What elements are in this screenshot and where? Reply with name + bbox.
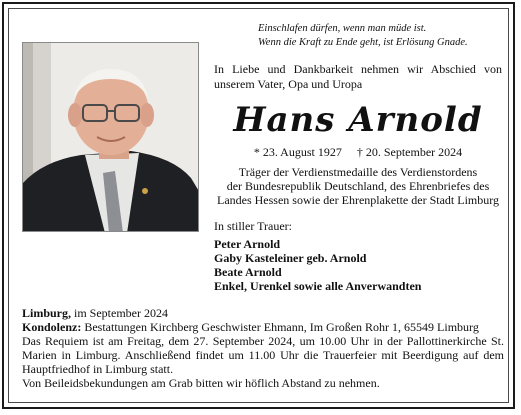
- condolence-line: [22, 320, 504, 334]
- mourner-name: Enkel, Urenkel sowie alle Anverwandten: [214, 279, 422, 293]
- portrait-photo: [22, 42, 199, 232]
- motto-line: Wenn die Kraft zu Ende geht, ist Erlösung Gnade.: [258, 37, 468, 48]
- honours-line: der Bundesrepublik Deutschland, des Ehrenbriefes des: [226, 179, 490, 193]
- mourners-list: [214, 237, 502, 293]
- mourner-name: Gaby Kasteleiner geb. Arnold: [214, 251, 367, 265]
- place-label: Limburg,: [22, 306, 72, 320]
- honours-text: [214, 165, 502, 207]
- place-date: im September 2024: [71, 306, 168, 320]
- mourner-name: Beate Arnold: [214, 265, 282, 279]
- motto-line: Einschlafen dürfen, wenn man müde ist.: [258, 23, 427, 34]
- death-date: † 20. September 2024: [356, 145, 463, 159]
- mourning-label: In stiller Trauer:: [214, 219, 292, 233]
- motto: [258, 22, 502, 50]
- life-dates: [214, 145, 502, 160]
- portrait-illustration: [23, 43, 199, 232]
- condolence-text: Bestattungen Kirchberg Geschwister Ehmann, Im Großen Rohr 1, 65549 Limburg: [81, 320, 479, 334]
- condolence-label: Kondolenz:: [22, 320, 82, 334]
- footer-info: [22, 306, 504, 390]
- requiem-text: Das Requiem ist am Freitag, dem 27. September 2024, um 10.00 Uhr in der Pallottinerkirche St. Marien in Limburg. Anschließend findet um 11.00 Uhr die Trauerfeier mit Beerdigung auf dem Hauptfriedhof in Limburg statt.: [22, 334, 504, 376]
- deceased-name: Hans Arnold: [233, 100, 483, 140]
- honours-line: Träger der Verdienstmedaille des Verdienstordens: [238, 165, 478, 179]
- birth-date: * 23. August 1927: [253, 145, 342, 159]
- intro-text: In Liebe und Dankbarkeit nehmen wir Abschied von unserem Vater, Opa und Uropa: [214, 62, 502, 91]
- place-date-line: [22, 306, 504, 320]
- condolence-note: Von Beileidsbekundungen am Grab bitten wir höflich Abstand zu nehmen.: [22, 376, 380, 390]
- honours-line: Landes Hessen sowie der Ehrenplakette der Stadt Limburg: [216, 193, 500, 207]
- mourner-name: Peter Arnold: [214, 237, 281, 251]
